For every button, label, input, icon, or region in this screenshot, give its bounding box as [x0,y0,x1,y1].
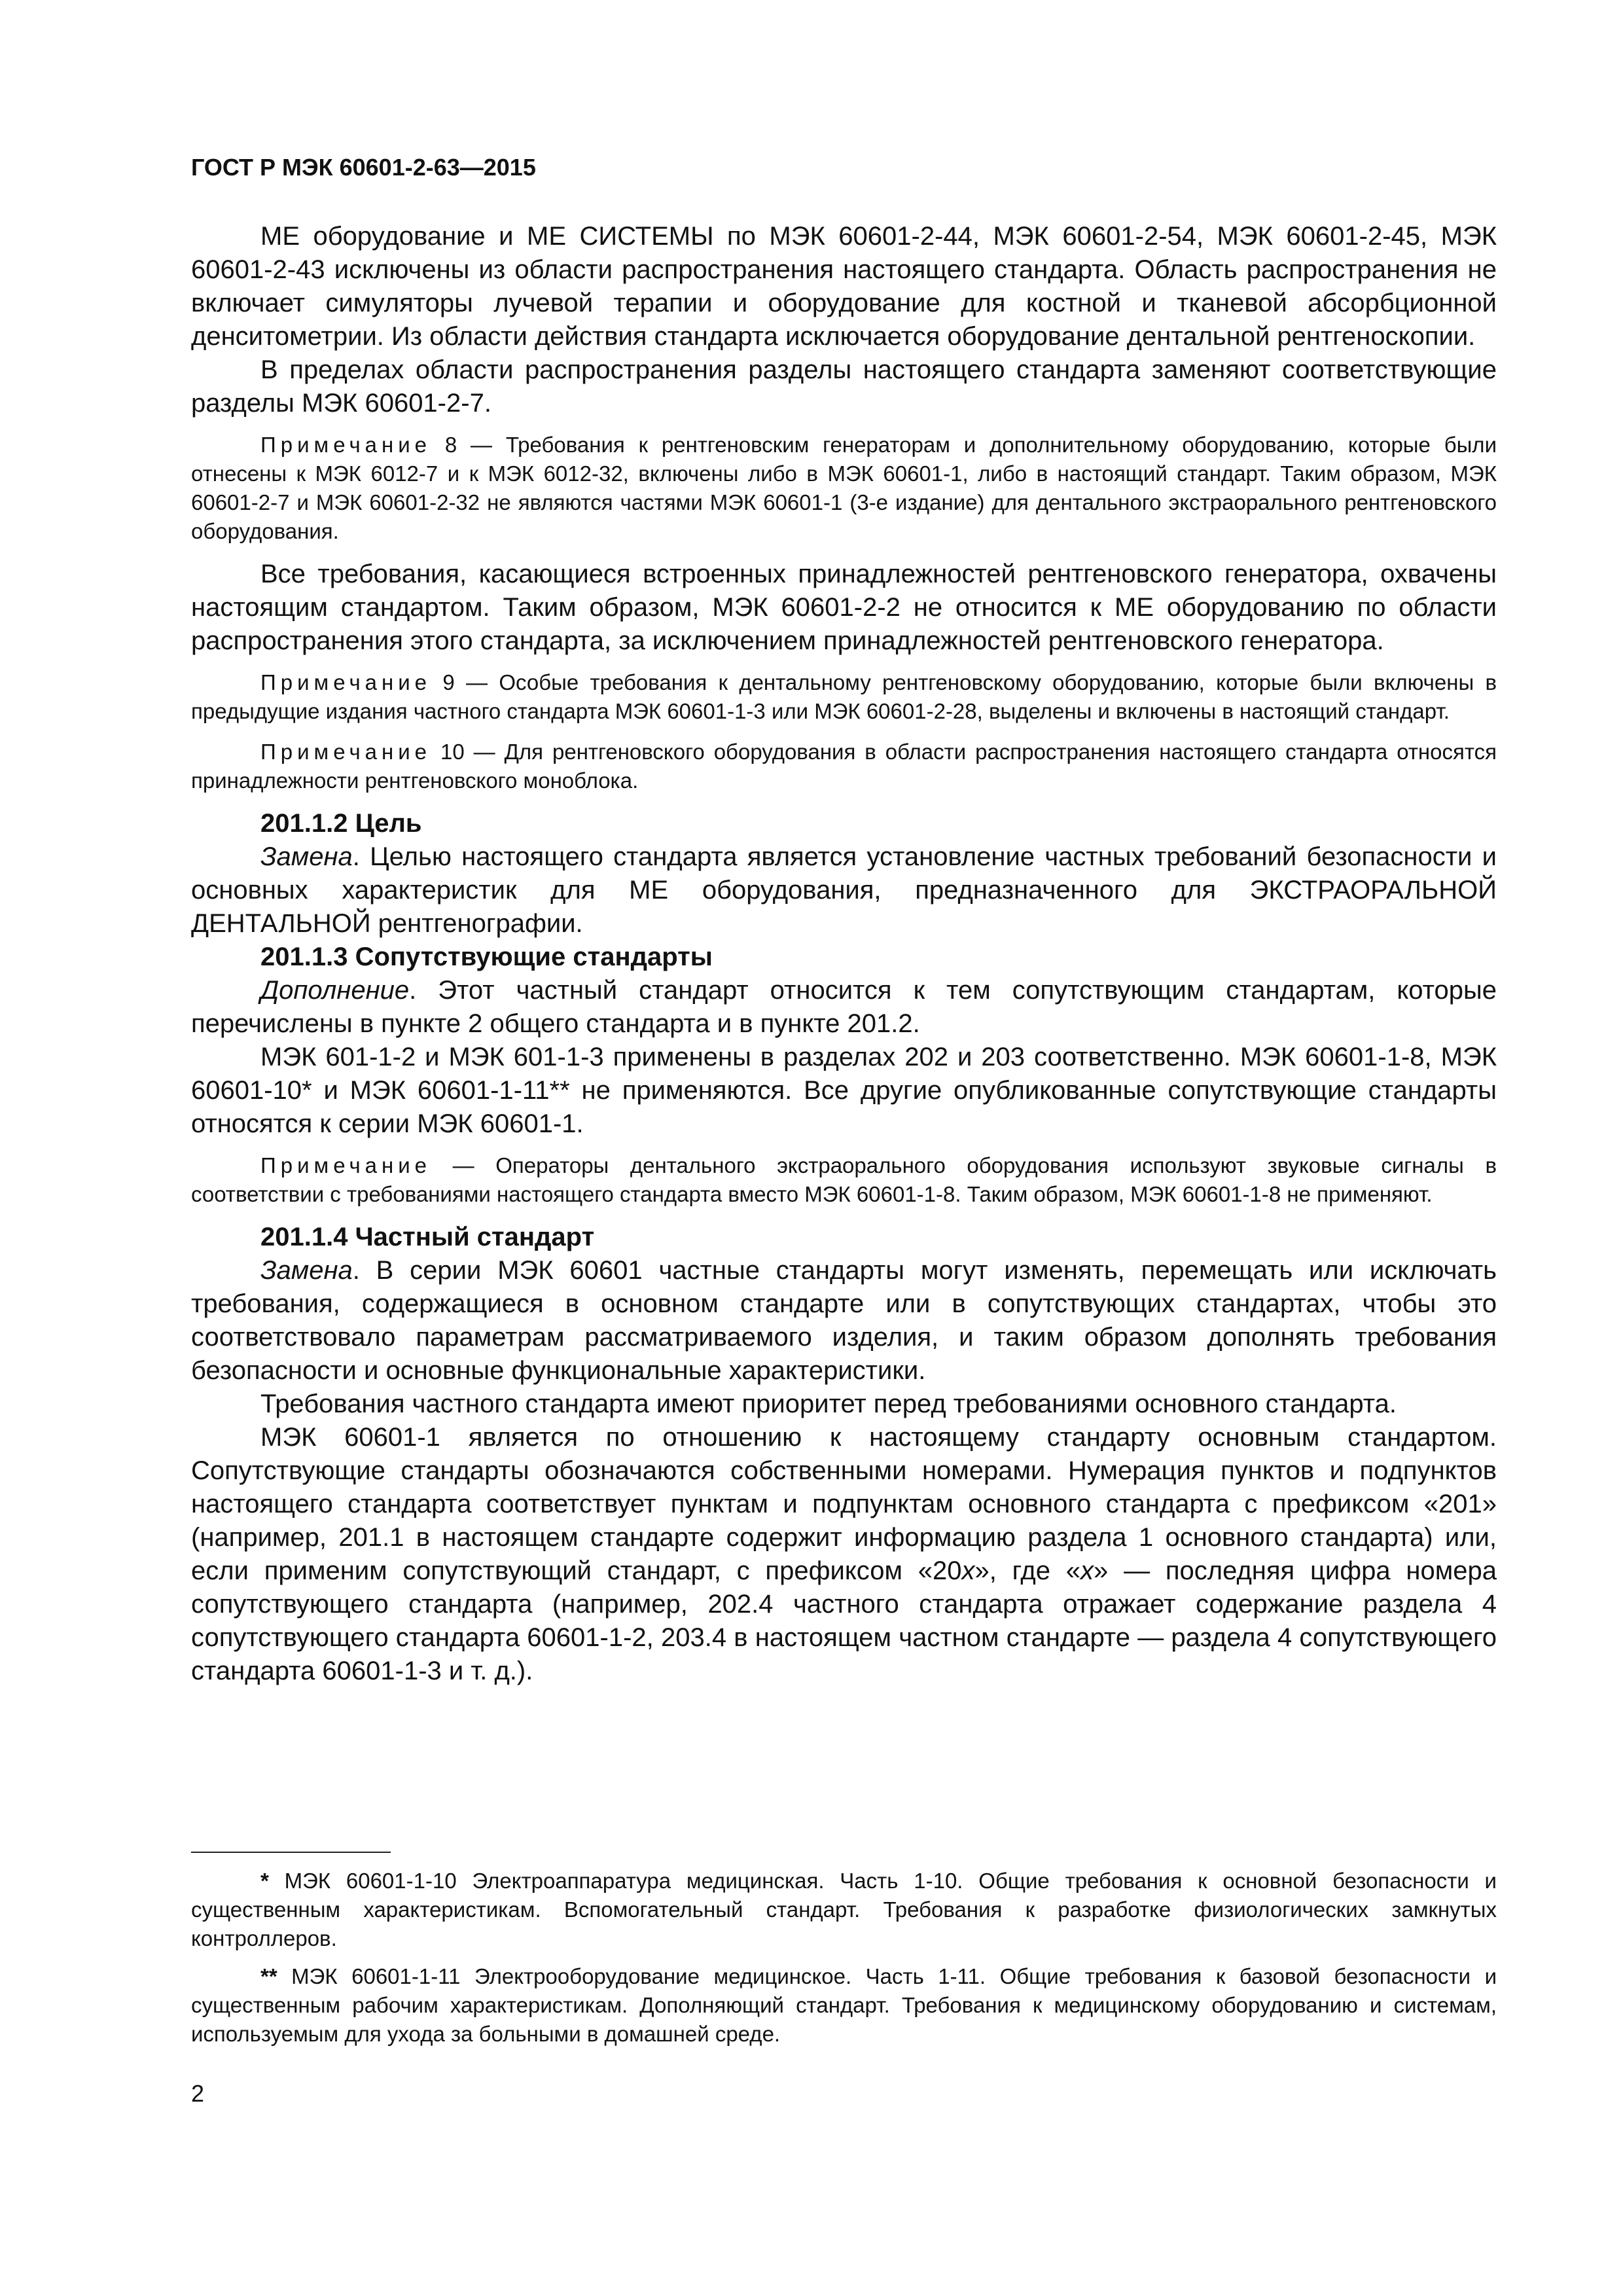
note-label: Примечание [260,433,432,457]
paragraph-particular [191,1254,1497,1388]
page-number: 2 [191,2080,205,2107]
note-label: Примечание [260,740,432,764]
paragraph-text: . Этот частный стандарт относится к тем сопутствующим стандартам, которые перечислены в пункте 2 общего стандарта и в пункте 201.2. [191,976,1497,1038]
note-text: — Операторы дентального экстраорального оборудования используют звуковые сигналы в соответствии с требованиями настоящего стандарта вместо МЭК 60601-1-8. Таким образом, МЭК 60601-1-8 не применяют. [191,1153,1497,1206]
paragraph-scope-exclusions: МЕ оборудование и МЕ СИСТЕМЫ по МЭК 60601-2-44, МЭК 60601-2-54, МЭК 60601-2-45, МЭК 60601-2-43 исключены из области распространения настоящего стандарта. Область распространения не включает симуляторы лучевой терапии и оборудование для костной и тканевой абсорбционной денситометрии. Из области действия стандарта исключается оборудование дентальной рентгеноскопии. [191,222,1497,351]
note-label: Примечание [260,670,432,694]
footnote-text: МЭК 60601-1-11 Электрооборудование медицинское. Часть 1-11. Общие требования к базовой безопасности и существенным рабочим характеристикам. Дополняющий стандарт. Требования к медицинскому оборудованию и системам, используемым для ухода за больными в домашней среде. [191,1964,1497,2046]
note-text: 10 — Для рентгеновского оборудования в области распространения настоящего стандарта относятся принадлежности рентгеновского моноблока. [191,740,1497,793]
footnote-divider [191,1852,391,1853]
paragraph-accessories: Все требования, касающиеся встроенных принадлежностей рентгеновского генератора, охвачены настоящим стандартом. Таким образом, МЭК 60601-2-2 не относится к МЕ оборудованию по области распространения этого стандарта, за исключением принадлежностей рентгеновского генератора. [191,560,1497,655]
footnote-1 [191,1867,1497,1953]
note-text: 8 — Требования к рентгеновским генераторам и дополнительному оборудованию, которые были отнесены к МЭК 6012-7 и к МЭК 6012-32, включены либо в МЭК 60601-1, либо в настоящий стандарт. Таким образом, МЭК 60601-2-7 и МЭК 60601-2-32 не являются частями МЭК 60601-1 (3-е издание) для дентального экстраорального рентгеновского оборудования. [191,433,1497,543]
paragraph-sections-replace: В пределах области распространения разделы настоящего стандарта заменяют соответствующие разделы МЭК 60601-2-7. [191,355,1497,418]
paragraph-purpose [191,840,1497,941]
paragraph-text: . В серии МЭК 60601 частные стандарты могут изменять, перемещать или исключать требования, содержащиеся в основном стандарте или в сопутствующих стандартах, чтобы это соответствовало параметрам рассматриваемого изделия, и таким образом дополнять требования безопасности и основные функциональные характеристики. [191,1256,1497,1385]
paragraph-collateral [191,974,1497,1041]
note-8 [191,431,1497,546]
lead-word: Замена [260,842,353,871]
paragraph-collateral-applied: МЭК 601-1-2 и МЭК 601-1-3 применены в разделах 202 и 203 соответственно. МЭК 60601-1-8, МЭК 60601-10* и МЭК 60601-1-11** не применяются. Все другие опубликованные сопутствующие стандарты относятся к серии МЭК 60601-1. [191,1043,1497,1138]
note-operators [191,1151,1497,1209]
note-9 [191,668,1497,726]
paragraph-text: . Целью настоящего стандарта является установление частных требований безопасности и основных характеристик для МЕ оборудования, предназначенного для ЭКСТРАОРАЛЬНОЙ ДЕНТАЛЬНОЙ рентгенографии. [191,842,1497,938]
section-heading-201-1-2: 201.1.2 Цель [260,809,422,838]
footnote-mark: * [260,1869,269,1893]
footnotes [191,1867,1497,2058]
running-header: ГОСТ Р МЭК 60601-2-63—2015 [191,154,536,181]
lead-word: Дополнение [260,976,410,1005]
footnote-mark: ** [260,1964,277,1988]
note-text: 9 — Особые требования к дентальному рентгеновскому оборудованию, которые были включены в предыдущие издания частного стандарта МЭК 60601-1-3 или МЭК 60601-2-28, выделены и включены в настоящий стандарт. [191,670,1497,723]
paragraph-numbering: МЭК 60601-1 является по отношению к настоящему стандарту основным стандартом. Сопутствующие стандарты обозначаются собственными номерами. Нумерация пунктов и подпунктов настоящего стандарта соответствует пунктам и подпунктам основного стандарта с префиксом «201» (например, 201.1 в настоящем стандарте содержит информацию раздела 1 основного стандарта) или, если применим сопутствующий стандарт, с префиксом «20х», где «х» — последняя цифра номера сопутствующего стандарта (например, 202.4 частного стандарта отражает содержание раздела 4 сопутствующего стандарта 60601-1-2, 203.4 в настоящем частном стандарте — раздела 4 сопутствующего стандарта 60601-1-3 и т. д.). [191,1423,1497,1685]
paragraph-priority: Требования частного стандарта имеют приоритет перед требованиями основного стандарта. [260,1390,1397,1418]
note-10 [191,738,1497,795]
footnote-2 [191,1962,1497,2049]
footnote-text: МЭК 60601-1-10 Электроаппаратура медицинская. Часть 1-10. Общие требования к основной безопасности и существенным характеристикам. Вспомогательный стандарт. Требования к разработке физиологических замкнутых контроллеров. [191,1869,1497,1950]
main-text [191,220,1497,1688]
note-label: Примечание [260,1153,432,1177]
section-heading-201-1-3: 201.1.3 Сопутствующие стандарты [260,942,713,971]
section-heading-201-1-4: 201.1.4 Частный стандарт [260,1223,595,1251]
lead-word: Замена [260,1256,353,1285]
